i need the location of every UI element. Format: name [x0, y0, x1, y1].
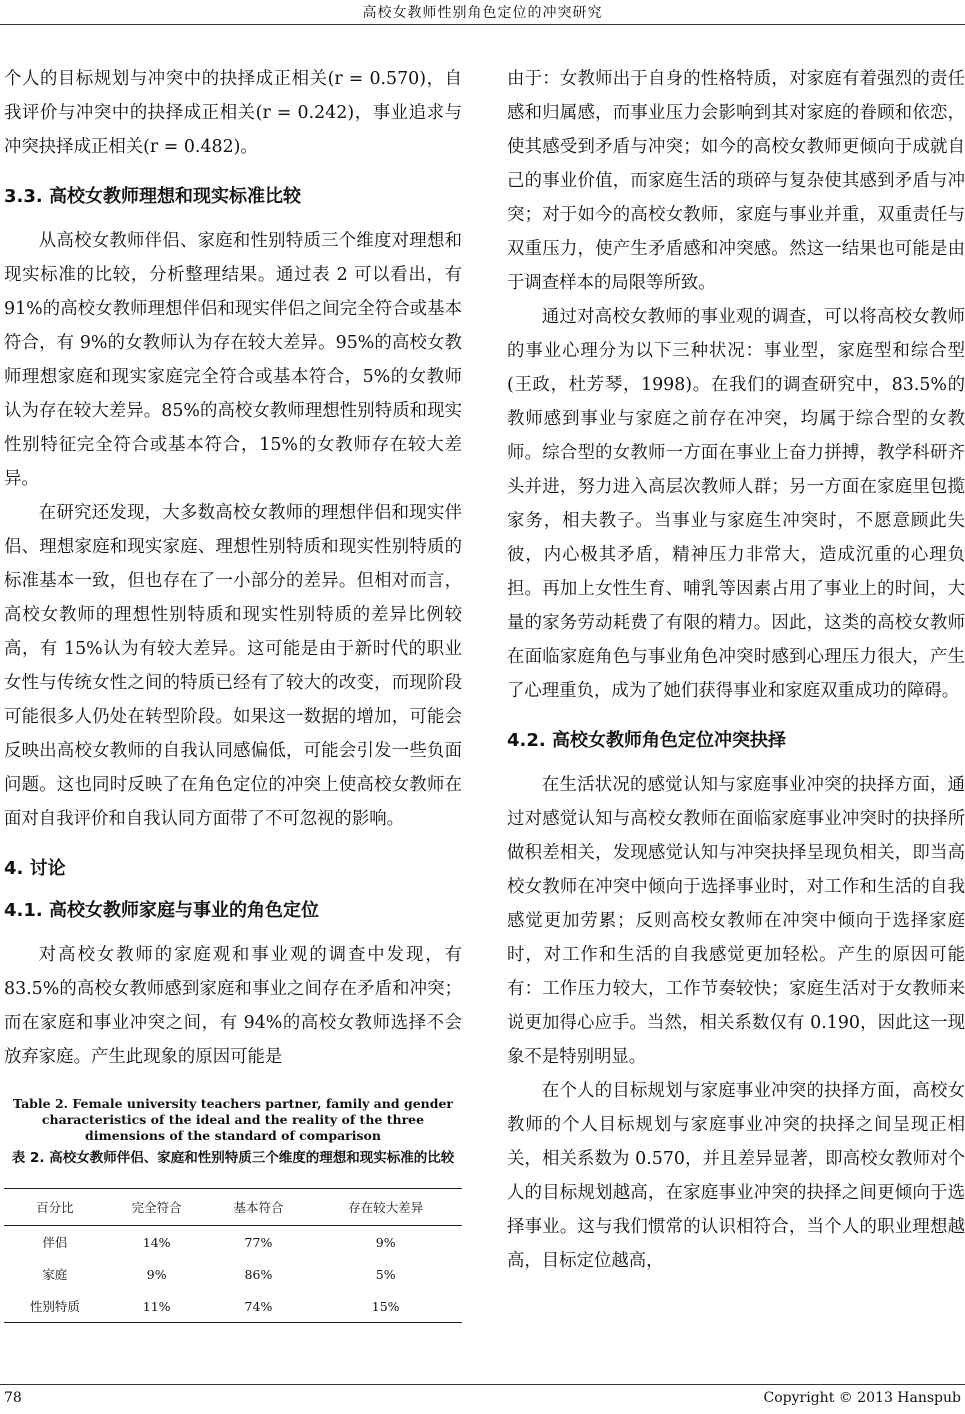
footer-divider: [0, 1384, 965, 1385]
header-divider: [0, 24, 965, 25]
running-header: 高校女教师性别角色定位的冲突研究: [362, 5, 603, 21]
left-column: [4, 62, 462, 1323]
table-header-row: [4, 1189, 462, 1226]
paragraph: 由于：女教师出于自身的性格特质，对家庭有着强烈的责任感和归属感，而事业压力会影响到其对家庭的眷顾和依恋，使其感受到矛盾与冲突；如今的高校女教师更倾向于成就自己的事业价值，而家庭生活的琐碎与复杂使其感到矛盾与冲突；对于如今的高校女教师，家庭与事业并重，双重责任与双重压力，使产生矛盾感和冲突感。然这一结果也可能是由于调查样本的局限等所致。: [507, 69, 965, 293]
table-cell: 5%: [375, 1266, 396, 1282]
paragraph: 在生活状况的感觉认知与家庭事业冲突的抉择方面，通过对感觉认知与高校女教师在面临家庭事业冲突时的抉择所做积差相关，发现感觉认知与冲突抉择呈现负相关，即当高校女教师在冲突中倾向于选择事业时，对工作和生活的自我感觉更加劳累；反则高校女教师在冲突中倾向于选择家庭时，对工作和生活的自我感觉更加轻松。产生的原因可能有：工作压力较大，工作节奏较快；家庭生活对于女教师来说更加得心应手。当然，相关系数仅有 0.190，因此这一现象不是特别明显。: [507, 775, 965, 1067]
paragraph: 对高校女教师的家庭观和事业观的调查中发现，有 83.5%的高校女教师感到家庭和事业之间存在矛盾和冲突；而在家庭和事业冲突之间，有 94%的高校女教师选择不会放弃家庭。产生此现象的原因可能是: [4, 945, 462, 1067]
table-2: [4, 1188, 462, 1323]
section-heading-4-2: 4.2. 高校女教师角色定位冲突抉择: [507, 730, 786, 751]
table-cell: 77%: [244, 1234, 273, 1250]
table-cell: 14%: [142, 1234, 171, 1250]
paragraph: 在个人的目标规划与家庭事业冲突的抉择方面，高校女教师的个人目标规划与家庭事业冲突的抉择之间呈现正相关，相关系数为 0.570，并且差异显著，即高校女教师对个人的目标规划越高，在家庭事业冲突的抉择之间更倾向于选择事业。这与我们惯常的认识相符合，当个人的职业理想越高，目标定位越高，: [507, 1081, 965, 1271]
table-row: [4, 1258, 462, 1290]
section-heading-3-3: 3.3. 高校女教师理想和现实标准比较: [4, 186, 301, 207]
table-row: [4, 1290, 462, 1323]
page-number: 78: [4, 1390, 22, 1406]
section-heading-4: 4. 讨论: [4, 858, 66, 879]
paragraph: 在研究还发现，大多数高校女教师的理想伴侣和现实伴侣、理想家庭和现实家庭、理想性别特质和现实性别特质的标准基本一致，但也存在了一小部分的差异。但相对而言，高校女教师的理想性别特质和现实性别特质的差异比例较高，有 15%认为有较大差异。这可能是由于新时代的职业女性与传统女性之间的特质已经有了较大的改变，而现阶段可能很多人仍处在转型阶段。如果这一数据的增加，可能会反映出高校女教师的自我认同感偏低，可能会引发一些负面问题。这也同时反映了在角色定位的冲突上使高校女教师在面对自我评价和自我认同方面带了不可忽视的影响。: [4, 503, 462, 829]
table-cell: 伴侣: [42, 1235, 68, 1250]
paragraph: 个人的目标规划与冲突中的抉择成正相关(r = 0.570)，自我评价与冲突中的抉择成正相关(r = 0.242)，事业追求与冲突抉择成正相关(r = 0.482)。: [4, 69, 462, 157]
paragraph: 通过对高校女教师的事业观的调查，可以将高校女教师的事业心理分为以下三种状况：事业型，家庭型和综合型(王政，杜芳琴，1998)。在我们的调查研究中，83.5%的教师感到事业与家庭之前存在冲突，均属于综合型的女教师。综合型的女教师一方面在事业上奋力拼搏，教学科研齐头并进，努力进入高层次教师人群；另一方面在家庭里包揽家务，相夫教子。当事业与家庭生冲突时，不愿意顾此失彼，内心极其矛盾，精神压力非常大，造成沉重的心理负担。再加上女性生育、哺乳等因素占用了事业上的时间，大量的家务劳动耗费了有限的精力。因此，这类的高校女教师在面临家庭角色与事业角色冲突时感到心理压力很大，产生了心理重负，成为了她们获得事业和家庭双重成功的障碍。: [507, 307, 965, 701]
table-cell: 家庭: [42, 1267, 68, 1282]
table-cell: 9%: [146, 1266, 167, 1282]
paragraph: 从高校女教师伴侣、家庭和性别特质三个维度对理想和现实标准的比较，分析整理结果。通过表 2 可以看出，有 91%的高校女教师理想伴侣和现实伴侣之间完全符合或基本符合，有 9%的女教师认为存在较大差异。95%的高校女教师理想家庭和现实家庭完全符合或基本符合，5%的女教师认为存在较大差异。85%的高校女教师理想性别特质和现实性别特征完全符合或基本符合，15%的女教师存在较大差异。: [4, 231, 462, 489]
right-column: [507, 62, 965, 1278]
table-header-cell: 完全符合: [106, 1189, 208, 1226]
table-cell: 性别特质: [29, 1299, 80, 1314]
table-cell: 11%: [142, 1298, 171, 1314]
table-caption-en: Table 2. Female university teachers partner, family and gender characteristics of the ideal and the reality of the three dimensions of the standard of comparison: [12, 1096, 454, 1143]
table-cell: 15%: [371, 1298, 400, 1314]
table-header-cell: 百分比: [4, 1189, 106, 1226]
table-header-cell: 存在较大差异: [309, 1189, 462, 1226]
table-cell: 74%: [244, 1298, 273, 1314]
table-header-cell: 基本符合: [208, 1189, 310, 1226]
copyright-notice: Copyright © 2013 Hanspub: [763, 1390, 961, 1406]
table-caption-zh: 表 2. 高校女教师伴侣、家庭和性别特质三个维度的理想和现实标准的比较: [11, 1150, 455, 1166]
table-row: [4, 1226, 462, 1259]
section-heading-4-1: 4.1. 高校女教师家庭与事业的角色定位: [4, 900, 319, 921]
table-cell: 86%: [244, 1266, 273, 1282]
table-cell: 9%: [375, 1234, 396, 1250]
